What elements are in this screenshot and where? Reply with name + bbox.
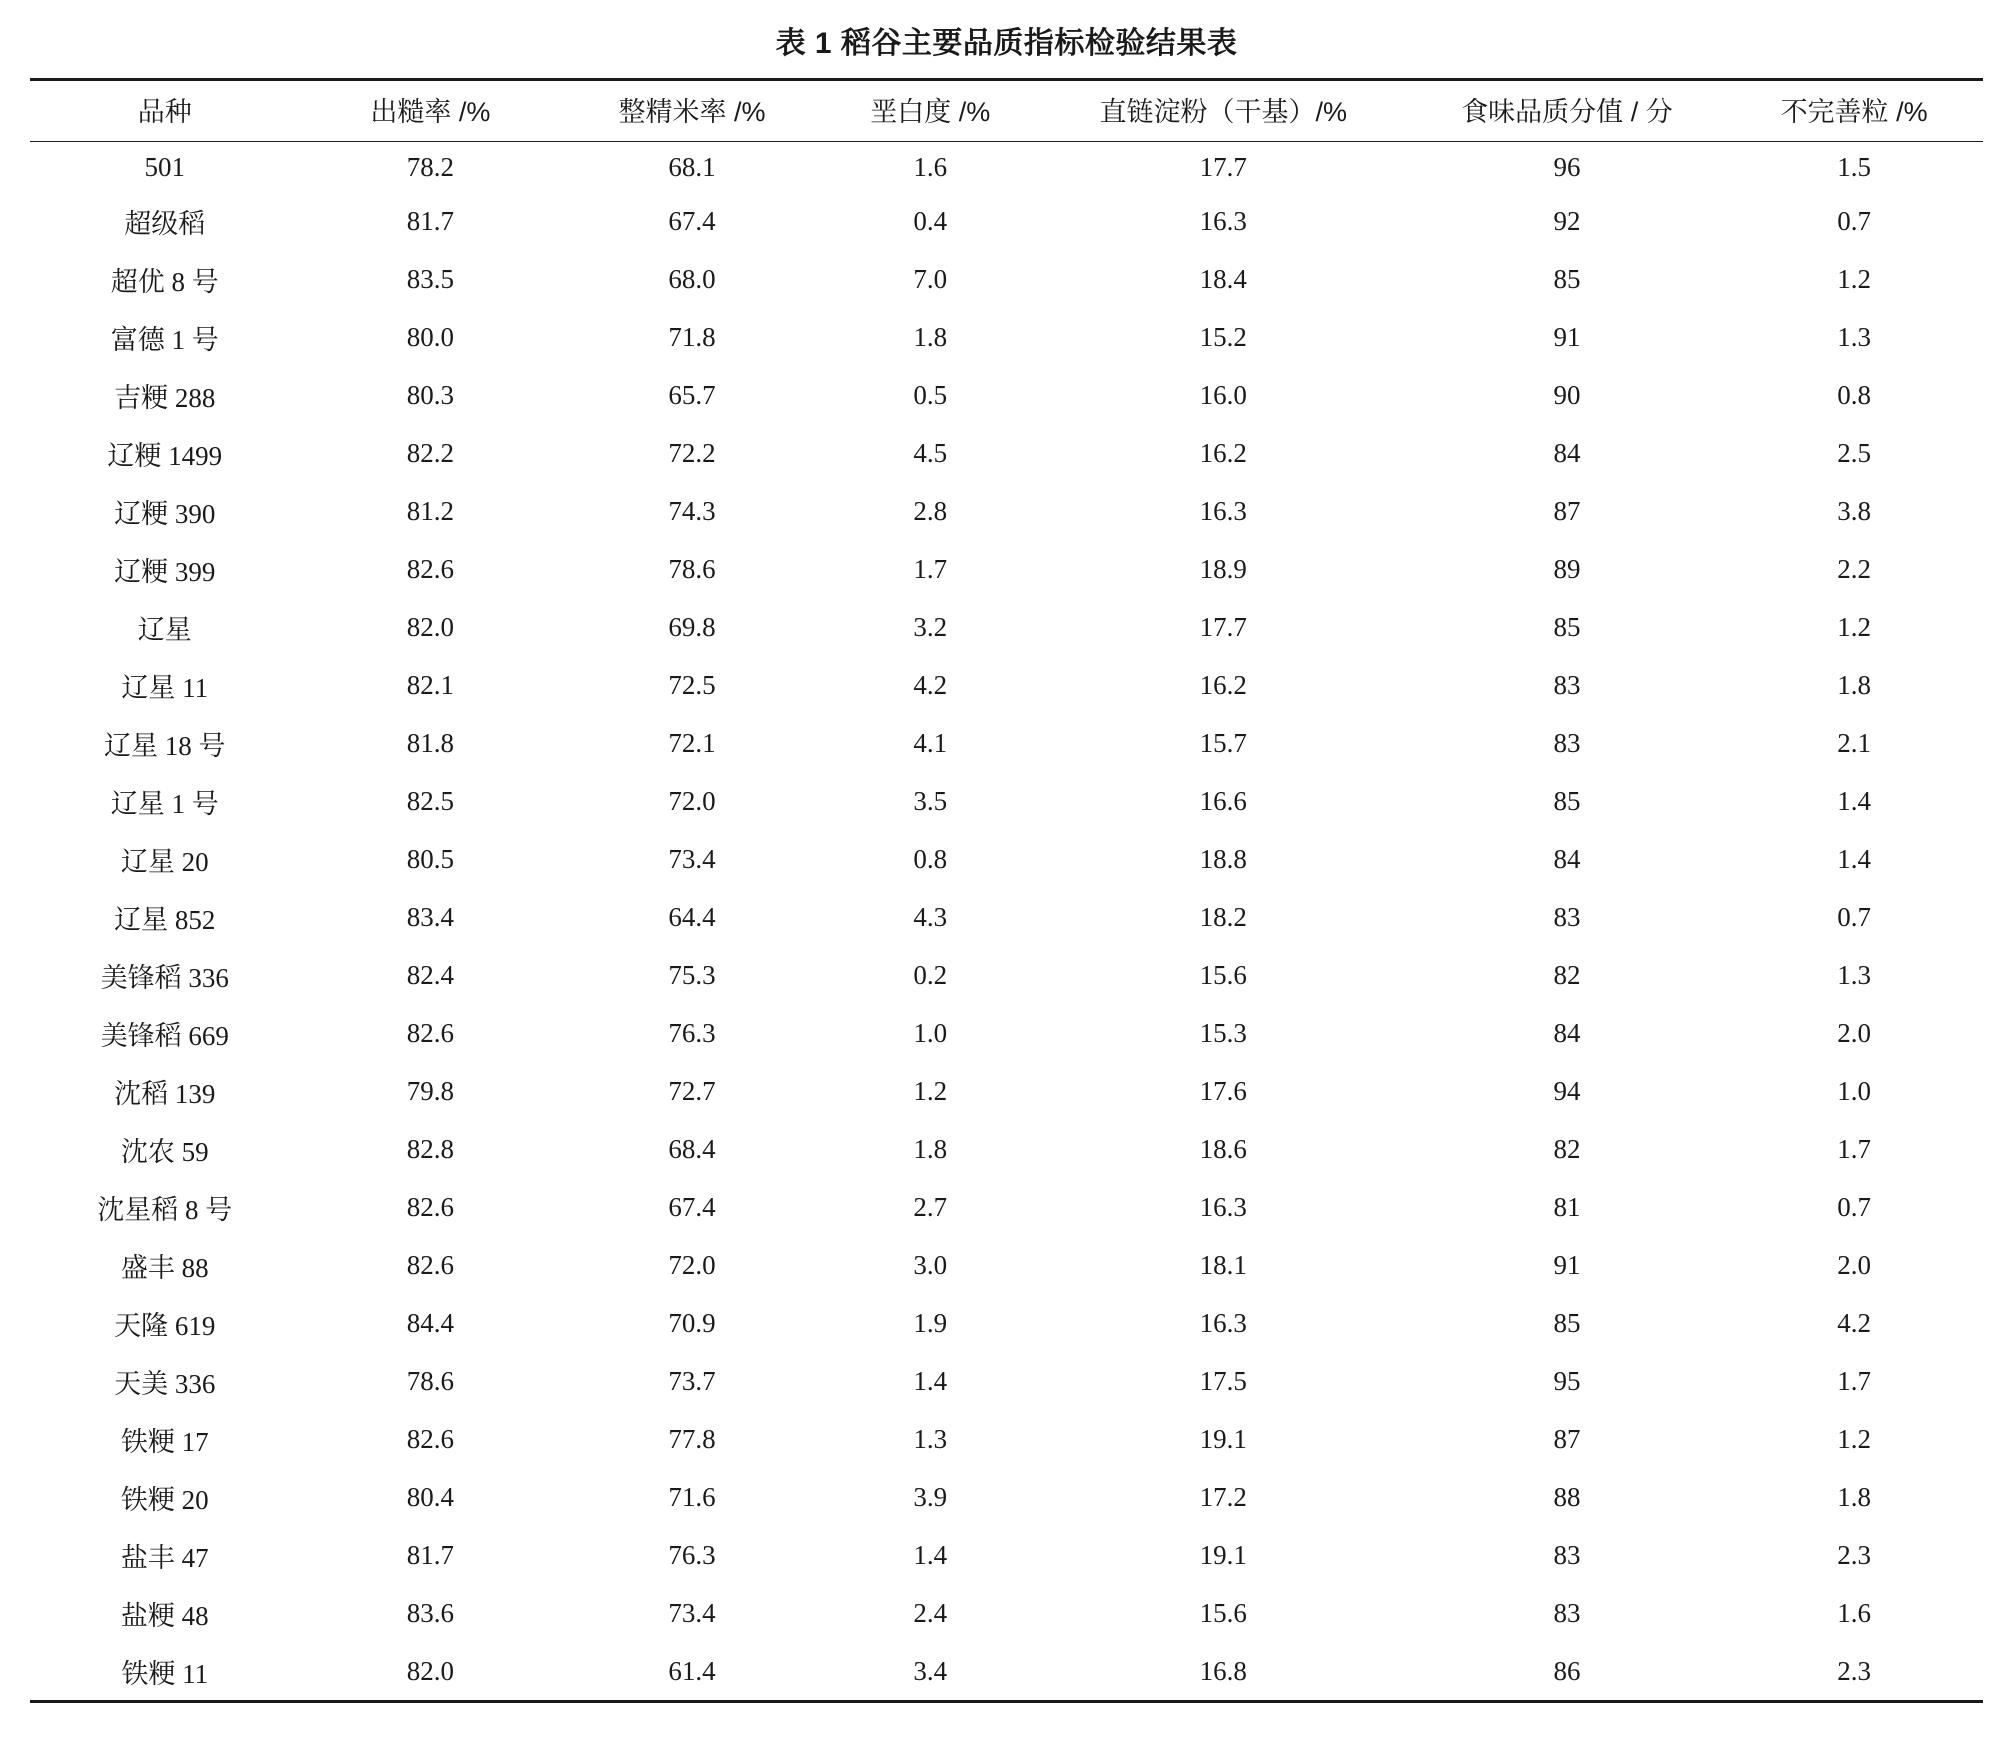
cell-variety: 辽粳 390 — [114, 498, 216, 529]
cell-variety: 天隆 619 — [114, 1310, 216, 1341]
cell-head-rice-rate: 73.4 — [668, 1597, 716, 1628]
cell-imperfect-grains: 1.2 — [1837, 263, 1871, 294]
cell-imperfect-grains: 0.8 — [1837, 379, 1871, 410]
cell-variety: 辽星 18 号 — [104, 730, 226, 761]
cell-head-rice-rate: 72.7 — [668, 1075, 716, 1106]
cell-brown-rice-rate: 80.4 — [406, 1481, 454, 1512]
cell-head-rice-rate: 73.4 — [668, 843, 716, 874]
cell-head-rice-rate: 72.0 — [668, 1249, 716, 1280]
cell-head-rice-rate: 65.7 — [668, 379, 716, 410]
cell-imperfect-grains: 1.8 — [1837, 1481, 1871, 1512]
cell-amylose: 19.1 — [1199, 1539, 1247, 1570]
cell-brown-rice-rate: 79.8 — [406, 1075, 454, 1106]
cell-brown-rice-rate: 82.2 — [406, 437, 454, 468]
table-row — [30, 142, 1983, 193]
cell-chalkiness: 2.8 — [913, 495, 948, 526]
cell-brown-rice-rate: 81.7 — [406, 205, 454, 236]
cell-variety: 铁粳 20 — [120, 1484, 209, 1515]
cell-brown-rice-rate: 82.8 — [406, 1133, 454, 1164]
table-row — [30, 598, 1983, 656]
cell-amylose: 19.1 — [1199, 1423, 1247, 1454]
cell-chalkiness: 1.4 — [913, 1539, 948, 1570]
table-row — [30, 830, 1983, 888]
cell-brown-rice-rate: 83.6 — [406, 1597, 454, 1628]
cell-chalkiness: 1.9 — [913, 1307, 948, 1338]
cell-amylose: 16.8 — [1199, 1655, 1247, 1686]
cell-taste-score: 85 — [1553, 785, 1581, 816]
cell-imperfect-grains: 2.0 — [1837, 1249, 1871, 1280]
cell-head-rice-rate: 72.0 — [668, 785, 716, 816]
table-row — [30, 1236, 1983, 1294]
table-row — [30, 366, 1983, 424]
cell-brown-rice-rate: 80.3 — [406, 379, 454, 410]
table-row — [30, 1178, 1983, 1236]
cell-taste-score: 82 — [1553, 959, 1581, 990]
cell-taste-score: 92 — [1553, 205, 1581, 236]
table-row — [30, 1584, 1983, 1642]
cell-variety: 辽粳 399 — [114, 556, 216, 587]
cell-variety: 辽星 1 号 — [110, 788, 219, 819]
cell-chalkiness: 3.2 — [913, 611, 948, 642]
cell-amylose: 15.2 — [1199, 321, 1247, 352]
table-row — [30, 1120, 1983, 1178]
cell-brown-rice-rate: 80.5 — [406, 843, 454, 874]
cell-amylose: 18.1 — [1199, 1249, 1247, 1280]
table-title: 表 1 稻谷主要品质指标检验结果表 — [775, 27, 1238, 60]
cell-head-rice-rate: 72.5 — [668, 669, 716, 700]
cell-imperfect-grains: 1.0 — [1837, 1075, 1871, 1106]
cell-brown-rice-rate: 82.4 — [406, 959, 454, 990]
column-header-amylose: 直链淀粉（干基）/% — [1038, 80, 1409, 142]
cell-taste-score: 84 — [1553, 843, 1581, 874]
cell-variety: 沈星稻 8 号 — [97, 1194, 233, 1225]
cell-amylose: 15.3 — [1199, 1017, 1247, 1048]
table-row — [30, 1642, 1983, 1702]
cell-variety: 辽粳 1499 — [107, 440, 223, 471]
cell-chalkiness: 0.8 — [913, 843, 948, 874]
table-row — [30, 888, 1983, 946]
cell-variety: 501 — [144, 151, 185, 182]
cell-imperfect-grains: 1.2 — [1837, 611, 1871, 642]
cell-imperfect-grains: 1.5 — [1837, 151, 1871, 182]
cell-head-rice-rate: 68.4 — [668, 1133, 716, 1164]
column-header-chalkiness: 垩白度 /% — [823, 80, 1038, 142]
cell-taste-score: 88 — [1553, 1481, 1581, 1512]
cell-variety: 富德 1 号 — [110, 324, 219, 355]
cell-head-rice-rate: 71.6 — [668, 1481, 716, 1512]
cell-amylose: 16.2 — [1199, 669, 1247, 700]
cell-chalkiness: 0.5 — [913, 379, 948, 410]
cell-amylose: 18.2 — [1199, 901, 1247, 932]
cell-variety: 盐粳 48 — [120, 1600, 209, 1631]
cell-imperfect-grains: 2.2 — [1837, 553, 1871, 584]
cell-chalkiness: 3.9 — [913, 1481, 948, 1512]
cell-imperfect-grains: 2.3 — [1837, 1539, 1871, 1570]
cell-chalkiness: 1.8 — [913, 1133, 948, 1164]
cell-amylose: 17.6 — [1199, 1075, 1247, 1106]
cell-amylose: 16.3 — [1199, 205, 1247, 236]
cell-amylose: 18.6 — [1199, 1133, 1247, 1164]
cell-head-rice-rate: 78.6 — [668, 553, 716, 584]
cell-chalkiness: 2.7 — [913, 1191, 948, 1222]
cell-imperfect-grains: 0.7 — [1837, 205, 1871, 236]
cell-brown-rice-rate: 82.6 — [406, 1017, 454, 1048]
cell-taste-score: 87 — [1553, 1423, 1581, 1454]
cell-head-rice-rate: 68.1 — [668, 151, 716, 182]
cell-variety: 辽星 — [137, 614, 192, 645]
cell-taste-score: 91 — [1553, 1249, 1581, 1280]
cell-brown-rice-rate: 82.6 — [406, 553, 454, 584]
cell-variety: 沈农 59 — [120, 1136, 209, 1167]
cell-amylose: 18.9 — [1199, 553, 1247, 584]
cell-variety: 辽星 11 — [121, 672, 209, 703]
cell-imperfect-grains: 1.3 — [1837, 959, 1871, 990]
cell-variety: 盛丰 88 — [120, 1252, 209, 1283]
cell-head-rice-rate: 64.4 — [668, 901, 716, 932]
cell-taste-score: 84 — [1553, 437, 1581, 468]
cell-brown-rice-rate: 82.0 — [406, 1655, 454, 1686]
cell-brown-rice-rate: 78.2 — [406, 151, 454, 182]
cell-imperfect-grains: 4.2 — [1837, 1307, 1871, 1338]
column-header-brown-rice-rate: 出糙率 /% — [300, 80, 562, 142]
cell-imperfect-grains: 3.8 — [1837, 495, 1871, 526]
cell-chalkiness: 3.5 — [913, 785, 948, 816]
table-row — [30, 308, 1983, 366]
cell-taste-score: 85 — [1553, 1307, 1581, 1338]
cell-chalkiness: 0.4 — [913, 205, 948, 236]
table-row — [30, 250, 1983, 308]
table-row — [30, 1352, 1983, 1410]
column-header-head-rice-rate: 整精米率 /% — [561, 80, 823, 142]
cell-brown-rice-rate: 82.1 — [406, 669, 454, 700]
cell-imperfect-grains: 1.7 — [1837, 1365, 1871, 1396]
column-header-taste-score: 食味品质分值 / 分 — [1409, 80, 1725, 142]
cell-imperfect-grains: 1.3 — [1837, 321, 1871, 352]
cell-brown-rice-rate: 82.5 — [406, 785, 454, 816]
cell-chalkiness: 1.7 — [913, 553, 948, 584]
cell-head-rice-rate: 73.7 — [668, 1365, 716, 1396]
table-header-row — [30, 80, 1983, 142]
cell-taste-score: 83 — [1553, 901, 1581, 932]
cell-head-rice-rate: 69.8 — [668, 611, 716, 642]
cell-chalkiness: 1.4 — [913, 1365, 948, 1396]
cell-chalkiness: 1.3 — [913, 1423, 948, 1454]
cell-head-rice-rate: 76.3 — [668, 1539, 716, 1570]
table-row — [30, 540, 1983, 598]
cell-variety: 盐丰 47 — [120, 1542, 209, 1573]
cell-imperfect-grains: 1.4 — [1837, 785, 1871, 816]
cell-taste-score: 94 — [1553, 1075, 1581, 1106]
table-row — [30, 772, 1983, 830]
cell-taste-score: 84 — [1553, 1017, 1581, 1048]
cell-head-rice-rate: 61.4 — [668, 1655, 716, 1686]
cell-brown-rice-rate: 82.0 — [406, 611, 454, 642]
cell-chalkiness: 1.2 — [913, 1075, 948, 1106]
cell-head-rice-rate: 70.9 — [668, 1307, 716, 1338]
cell-imperfect-grains: 1.6 — [1837, 1597, 1871, 1628]
cell-chalkiness: 1.0 — [913, 1017, 948, 1048]
cell-amylose: 15.7 — [1199, 727, 1247, 758]
cell-brown-rice-rate: 81.8 — [406, 727, 454, 758]
cell-taste-score: 81 — [1553, 1191, 1581, 1222]
cell-amylose: 18.4 — [1199, 263, 1247, 294]
cell-head-rice-rate: 72.2 — [668, 437, 716, 468]
cell-head-rice-rate: 75.3 — [668, 959, 716, 990]
cell-amylose: 16.3 — [1199, 495, 1247, 526]
cell-chalkiness: 7.0 — [913, 263, 948, 294]
cell-imperfect-grains: 1.7 — [1837, 1133, 1871, 1164]
cell-amylose: 17.2 — [1199, 1481, 1247, 1512]
cell-variety: 超级稻 — [124, 208, 206, 239]
cell-brown-rice-rate: 82.6 — [406, 1423, 454, 1454]
cell-brown-rice-rate: 82.6 — [406, 1249, 454, 1280]
cell-variety: 美锋稻 669 — [100, 1020, 229, 1051]
cell-amylose: 16.6 — [1199, 785, 1247, 816]
cell-head-rice-rate: 71.8 — [668, 321, 716, 352]
table-row — [30, 1004, 1983, 1062]
cell-imperfect-grains: 0.7 — [1837, 901, 1871, 932]
cell-variety: 铁粳 17 — [120, 1426, 209, 1457]
column-header-imperfect-grains: 不完善粒 /% — [1725, 80, 1983, 142]
cell-chalkiness: 1.8 — [913, 321, 948, 352]
table-row — [30, 1410, 1983, 1468]
cell-amylose: 17.7 — [1199, 611, 1247, 642]
cell-brown-rice-rate: 81.7 — [406, 1539, 454, 1570]
cell-imperfect-grains: 2.5 — [1837, 437, 1871, 468]
column-header-variety: 品种 — [30, 80, 300, 142]
cell-taste-score: 86 — [1553, 1655, 1581, 1686]
cell-taste-score: 90 — [1553, 379, 1581, 410]
table-row — [30, 482, 1983, 540]
cell-brown-rice-rate: 84.4 — [406, 1307, 454, 1338]
cell-head-rice-rate: 77.8 — [668, 1423, 716, 1454]
table-row — [30, 1062, 1983, 1120]
table-row — [30, 1294, 1983, 1352]
cell-head-rice-rate: 74.3 — [668, 495, 716, 526]
cell-variety: 美锋稻 336 — [100, 962, 229, 993]
cell-chalkiness: 2.4 — [913, 1597, 948, 1628]
table-row — [30, 1468, 1983, 1526]
cell-imperfect-grains: 1.2 — [1837, 1423, 1871, 1454]
cell-variety: 铁粳 11 — [121, 1658, 209, 1689]
cell-imperfect-grains: 1.8 — [1837, 669, 1871, 700]
cell-chalkiness: 3.0 — [913, 1249, 948, 1280]
cell-variety: 吉粳 288 — [114, 382, 216, 413]
cell-amylose: 16.0 — [1199, 379, 1247, 410]
cell-taste-score: 95 — [1553, 1365, 1581, 1396]
cell-taste-score: 89 — [1553, 553, 1581, 584]
cell-amylose: 15.6 — [1199, 1597, 1247, 1628]
cell-taste-score: 83 — [1553, 1539, 1581, 1570]
cell-brown-rice-rate: 81.2 — [406, 495, 454, 526]
cell-taste-score: 82 — [1553, 1133, 1581, 1164]
cell-taste-score: 85 — [1553, 611, 1581, 642]
cell-imperfect-grains: 2.1 — [1837, 727, 1871, 758]
cell-chalkiness: 4.5 — [913, 437, 948, 468]
cell-amylose: 15.6 — [1199, 959, 1247, 990]
cell-taste-score: 91 — [1553, 321, 1581, 352]
cell-taste-score: 87 — [1553, 495, 1581, 526]
cell-taste-score: 83 — [1553, 669, 1581, 700]
cell-head-rice-rate: 67.4 — [668, 205, 716, 236]
cell-brown-rice-rate: 80.0 — [406, 321, 454, 352]
cell-head-rice-rate: 76.3 — [668, 1017, 716, 1048]
cell-brown-rice-rate: 78.6 — [406, 1365, 454, 1396]
cell-chalkiness: 3.4 — [913, 1655, 948, 1686]
cell-variety: 天美 336 — [114, 1368, 216, 1399]
cell-imperfect-grains: 2.0 — [1837, 1017, 1871, 1048]
cell-brown-rice-rate: 83.5 — [406, 263, 454, 294]
cell-variety: 超优 8 号 — [110, 266, 219, 297]
cell-amylose: 17.7 — [1199, 151, 1247, 182]
table-row — [30, 714, 1983, 772]
cell-chalkiness: 4.1 — [913, 727, 948, 758]
cell-taste-score: 96 — [1553, 151, 1581, 182]
cell-head-rice-rate: 68.0 — [668, 263, 716, 294]
cell-taste-score: 83 — [1553, 1597, 1581, 1628]
cell-amylose: 16.2 — [1199, 437, 1247, 468]
cell-amylose: 16.3 — [1199, 1191, 1247, 1222]
cell-amylose: 17.5 — [1199, 1365, 1247, 1396]
table-row — [30, 424, 1983, 482]
rice-quality-table — [30, 78, 1983, 1703]
cell-brown-rice-rate: 83.4 — [406, 901, 454, 932]
cell-imperfect-grains: 1.4 — [1837, 843, 1871, 874]
cell-taste-score: 83 — [1553, 727, 1581, 758]
table-row — [30, 946, 1983, 1004]
cell-imperfect-grains: 0.7 — [1837, 1191, 1871, 1222]
cell-taste-score: 85 — [1553, 263, 1581, 294]
cell-variety: 辽星 852 — [114, 904, 216, 935]
table-header — [30, 80, 1983, 142]
cell-amylose: 16.3 — [1199, 1307, 1247, 1338]
cell-imperfect-grains: 2.3 — [1837, 1655, 1871, 1686]
cell-head-rice-rate: 72.1 — [668, 727, 716, 758]
table-row — [30, 656, 1983, 714]
cell-chalkiness: 1.6 — [913, 151, 948, 182]
table-row — [30, 192, 1983, 250]
cell-variety: 辽星 20 — [120, 846, 209, 877]
cell-head-rice-rate: 67.4 — [668, 1191, 716, 1222]
cell-variety: 沈稻 139 — [114, 1078, 216, 1109]
cell-amylose: 18.8 — [1199, 843, 1247, 874]
cell-chalkiness: 4.2 — [913, 669, 948, 700]
cell-chalkiness: 0.2 — [913, 959, 948, 990]
table-body — [30, 142, 1983, 1702]
table-row — [30, 1526, 1983, 1584]
cell-chalkiness: 4.3 — [913, 901, 948, 932]
cell-brown-rice-rate: 82.6 — [406, 1191, 454, 1222]
